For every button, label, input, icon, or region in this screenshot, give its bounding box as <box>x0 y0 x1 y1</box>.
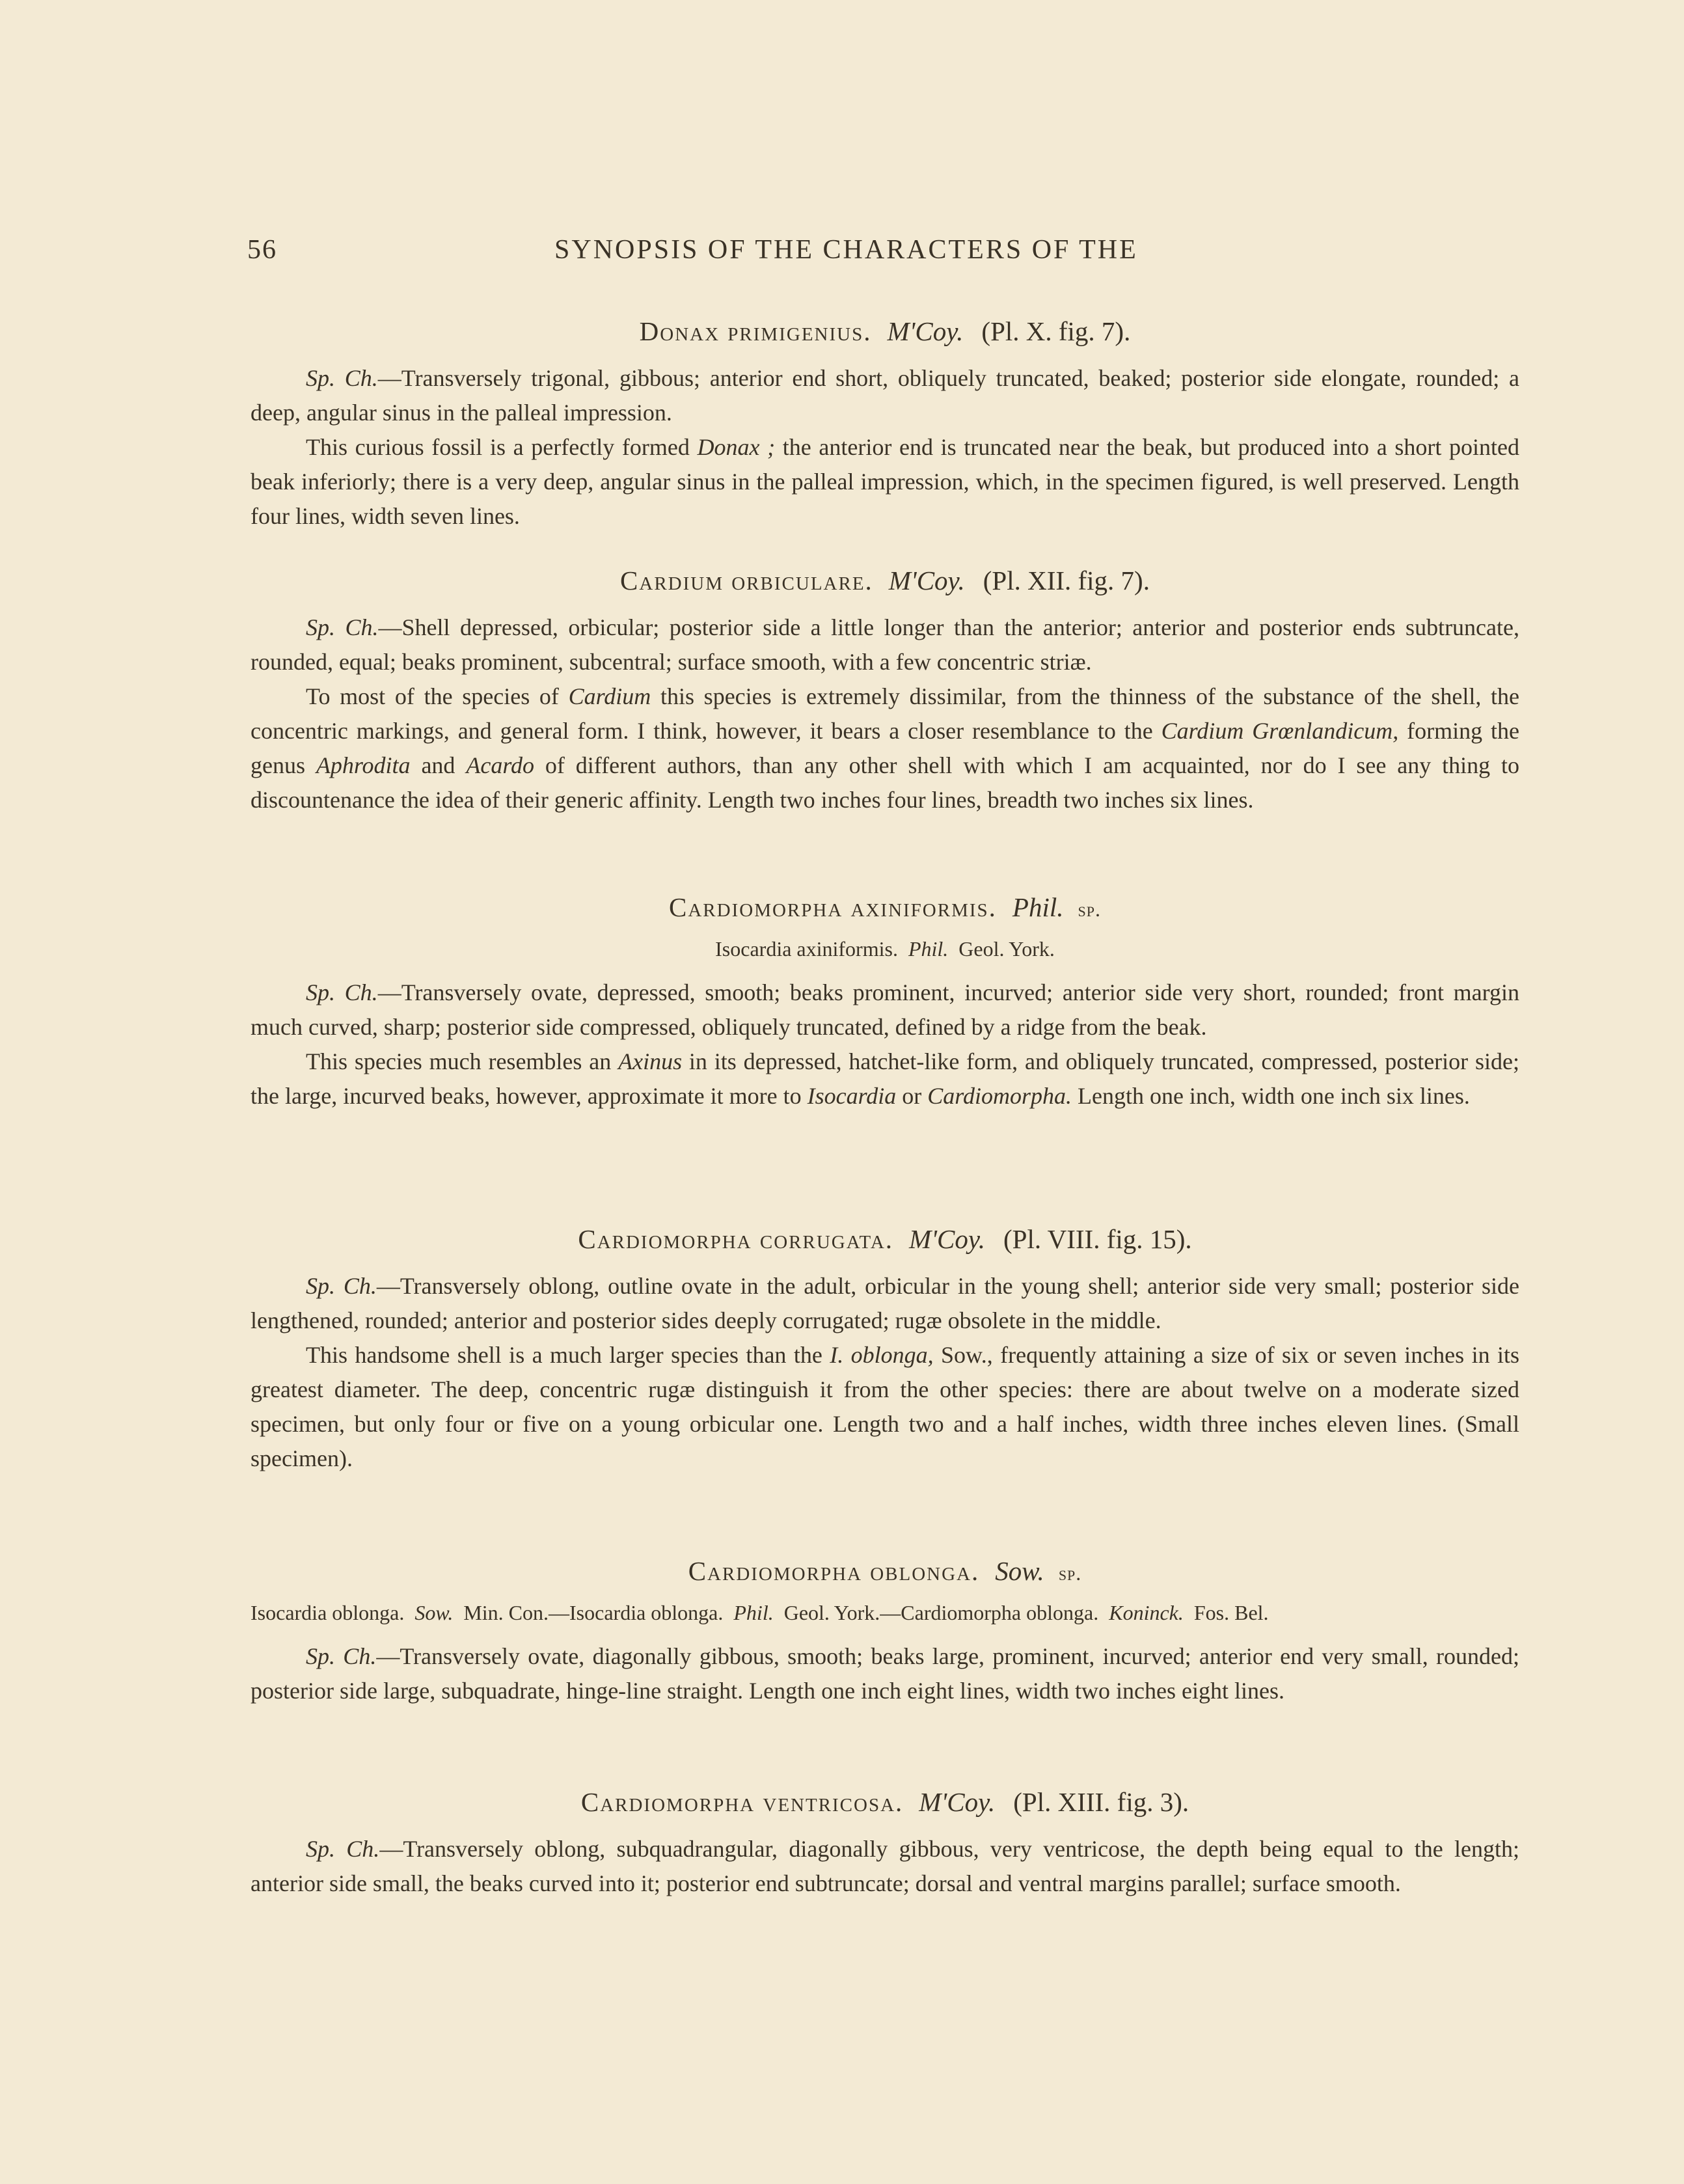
specific-characters <box>251 361 1519 430</box>
description-italic: I. oblonga, <box>830 1342 934 1368</box>
description-text: Sow., frequently attaining a size of six or seven inches in its greatest diameter. The deep, concentric rugæ distinguish it from the other species: there are about twelve on a moderate sized specimen, but only four or five on a young orbicular one. Length two and a half inches, width three inches eleven lines. (Small specimen). <box>251 1342 1519 1471</box>
description-text: or <box>896 1083 928 1109</box>
synonym-text: Fos. Bel. <box>1193 1601 1269 1624</box>
description-text: To most of the species of <box>306 683 569 709</box>
species-name: Cardiomorpha ventricosa. <box>580 1787 904 1817</box>
running-title: SYNOPSIS OF THE CHARACTERS OF THE <box>554 235 1138 265</box>
description-text: This handsome shell is a much larger species than the <box>306 1342 830 1368</box>
plate-reference: (Pl. XIII. fig. 3). <box>1013 1787 1189 1817</box>
description-text: in its depressed, hatchet-like form, and obliquely truncated, compressed, posterior side; the large, incurved beaks, however, approximate it more to <box>251 1048 1519 1109</box>
characters-text: —Transversely ovate, diagonally gibbous, smooth; beaks large, prominent, incurved; anterior end very small, rounded; posterior side large, subquadrate, hinge-line straight. Length one inch eight lines, width two inches eight lines. <box>251 1643 1520 1704</box>
synonymy <box>251 1601 1519 1625</box>
synonym-text: Isocardia oblonga. <box>251 1601 405 1624</box>
synonym-text: Geol. York. <box>958 937 1055 961</box>
species-name: Cardiomorpha oblonga. <box>688 1556 980 1586</box>
species-name: Cardiomorpha corrugata. <box>578 1224 894 1254</box>
synonym-author: Phil. <box>908 937 949 961</box>
species-description <box>251 430 1519 534</box>
species-entry-cardium-orbiculare <box>251 565 1519 817</box>
species-author: Sow. <box>995 1556 1044 1586</box>
species-heading <box>251 892 1519 923</box>
species-entry-cardiomorpha-axiniformis <box>251 892 1519 1113</box>
synonym-text: Min. Con.—Isocardia oblonga. <box>463 1601 724 1624</box>
sp-abbrev: sp. <box>1078 897 1101 921</box>
description-italic: Cardium <box>568 683 651 709</box>
description-italic: Cardiomorpha. <box>927 1083 1072 1109</box>
description-text: the anterior end is truncated near the beak, but produced into a short pointed beak inferiorly; there is a very deep, angular sinus in the palleal impression, which, in the specimen figured, is well preserved. Length four lines, width seven lines. <box>251 434 1520 529</box>
characters-text: —Transversely trigonal, gibbous; anterior end short, obliquely truncated, beaked; posterior side elongate, rounded; a deep, angular sinus in the palleal impression. <box>251 365 1519 426</box>
synonym-text: Isocardia axiniformis. <box>715 937 898 961</box>
characters-text: —Transversely ovate, depressed, smooth; beaks prominent, incurved; anterior side very short, rounded; front margin much curved, sharp; posterior side compressed, obliquely truncated, defined by a ridge from the beak. <box>251 979 1519 1040</box>
sp-abbrev: sp. <box>1058 1561 1082 1585</box>
species-entry-donax-primigenius <box>251 316 1519 534</box>
sp-ch-label: Sp. Ch. <box>306 1836 380 1862</box>
specific-characters <box>251 610 1519 679</box>
synonymy <box>251 937 1519 961</box>
description-italic: Isocardia <box>807 1083 897 1109</box>
specific-characters <box>251 1832 1519 1901</box>
species-author: Phil. <box>1012 892 1064 922</box>
sp-ch-label: Sp. Ch. <box>306 1643 377 1669</box>
species-heading <box>251 565 1519 596</box>
species-description <box>251 1338 1519 1476</box>
description-italic: Cardium Grœnlandicum, <box>1161 718 1399 744</box>
plate-reference: (Pl. VIII. fig. 15). <box>1003 1224 1192 1254</box>
synonym-text: Geol. York.—Cardiomorpha oblonga. <box>783 1601 1099 1624</box>
description-italic: Axinus <box>618 1048 683 1074</box>
species-author: M'Coy. <box>888 566 965 595</box>
synonym-author: Phil. <box>733 1601 774 1624</box>
characters-text: —Shell depressed, orbicular; posterior side a little longer than the anterior; anterior and posterior ends subtruncate, rounded, equal; beaks prominent, subcentral; surface smooth, with a few concentric striæ. <box>251 614 1519 675</box>
sp-ch-label: Sp. Ch. <box>306 614 379 640</box>
species-name: Cardiomorpha axiniformis. <box>669 892 997 922</box>
description-text: of different authors, than any other shell with which I am acquainted, nor do I see any thing to discountenance the idea of their generic affinity. Length two inches four lines, breadth two inches six lines. <box>251 752 1519 813</box>
plate-reference: (Pl. XII. fig. 7). <box>983 566 1150 595</box>
species-heading <box>251 316 1519 347</box>
species-description <box>251 1044 1519 1113</box>
characters-text: —Transversely oblong, subquadrangular, diagonally gibbous, very ventricose, the depth being equal to the length; anterior side small, the beaks curved into it; posterior end subtruncate; dorsal and ventral margins parallel; surface smooth. <box>251 1836 1520 1896</box>
species-heading <box>251 1223 1519 1255</box>
species-entry-cardiomorpha-ventricosa <box>251 1786 1519 1901</box>
species-author: M'Coy. <box>919 1787 996 1817</box>
plate-reference: (Pl. X. fig. 7). <box>981 316 1131 346</box>
description-text: and <box>410 752 467 778</box>
sp-ch-label: Sp. Ch. <box>306 365 378 391</box>
description-text: This curious fossil is a perfectly formed <box>306 434 698 460</box>
description-text: Length one inch, width one inch six lines. <box>1071 1083 1470 1109</box>
species-name: Donax primigenius. <box>639 316 872 346</box>
species-entry-cardiomorpha-oblonga <box>251 1555 1519 1708</box>
species-description <box>251 679 1519 817</box>
description-text: this species is extremely dissimilar, from the thinness of the substance of the shell, the concentric markings, and general form. I think, however, it bears a closer resemblance to the <box>251 683 1520 744</box>
species-entry-cardiomorpha-corrugata <box>251 1223 1519 1476</box>
description-italic: Donax ; <box>697 434 776 460</box>
page-number: 56 <box>247 235 277 265</box>
description-text: forming the genus <box>251 718 1519 778</box>
species-author: M'Coy. <box>887 316 964 346</box>
synonym-author: Koninck. <box>1109 1601 1184 1624</box>
species-author: M'Coy. <box>909 1224 986 1254</box>
sp-ch-label: Sp. Ch. <box>306 1273 377 1299</box>
species-name: Cardium orbiculare. <box>620 566 873 595</box>
description-italic: Acardo <box>466 752 534 778</box>
specific-characters <box>251 976 1519 1044</box>
species-heading <box>251 1555 1519 1587</box>
synonym-author: Sow. <box>414 1601 454 1624</box>
species-heading <box>251 1786 1519 1818</box>
specific-characters <box>251 1269 1519 1338</box>
specific-characters <box>251 1639 1519 1708</box>
characters-text: —Transversely oblong, outline ovate in the adult, orbicular in the young shell; anterior side very small; posterior side lengthened, rounded; anterior and posterior sides deeply corrugated; rugæ obsolete in the middle. <box>251 1273 1519 1333</box>
description-italic: Aphrodita <box>316 752 411 778</box>
sp-ch-label: Sp. Ch. <box>306 979 378 1005</box>
description-text: This species much resembles an <box>306 1048 619 1074</box>
